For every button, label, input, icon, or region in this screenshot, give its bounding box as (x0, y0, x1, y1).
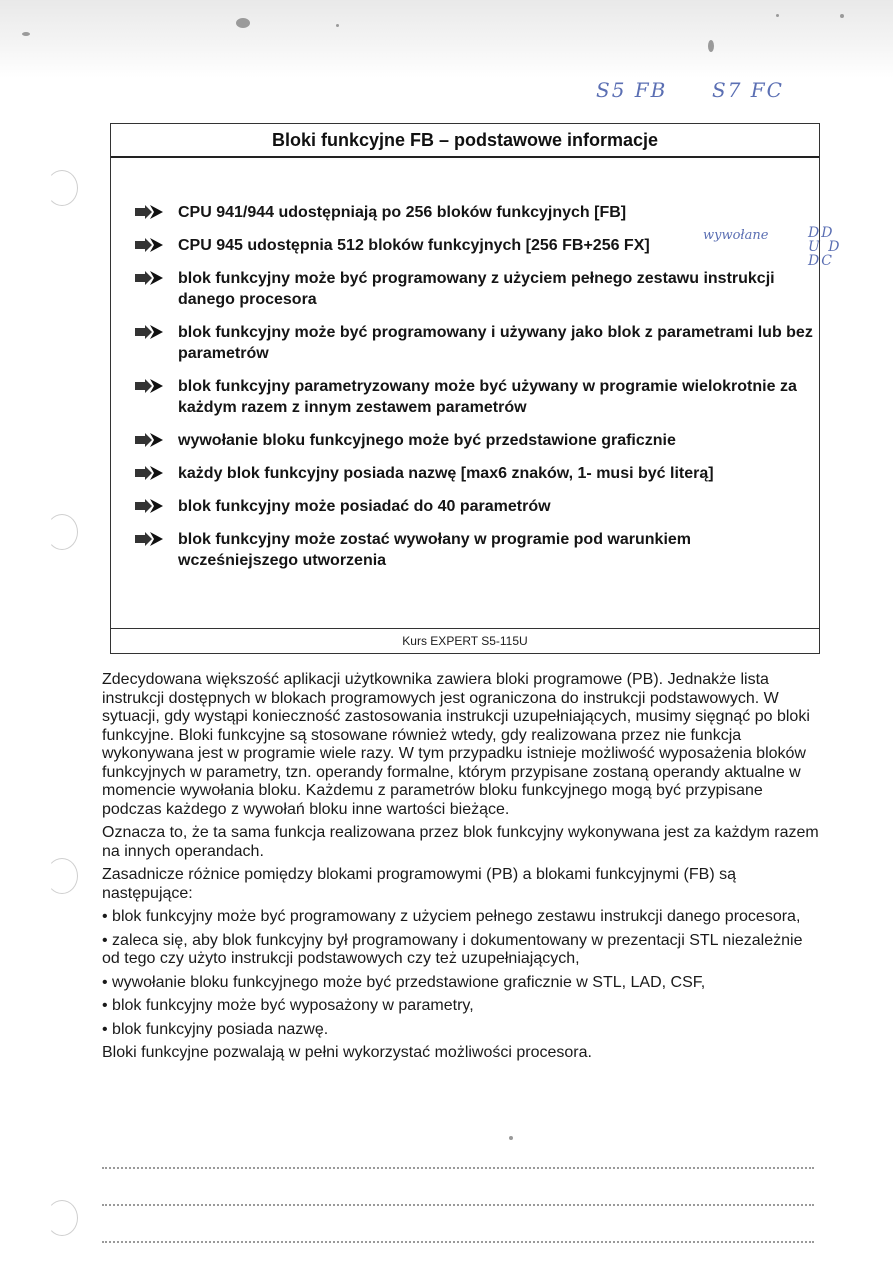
bullet-text: CPU 945 udostępnia 512 bloków funkcyjnych [256 FB+256 FX] (178, 237, 650, 254)
body-list-item: • blok funkcyjny może być wyposażony w parametry, (102, 997, 474, 1014)
scan-speck (336, 24, 339, 27)
scan-speck (236, 18, 250, 28)
arrow-bullet-icon (133, 237, 167, 253)
punch-hole (46, 514, 78, 550)
body-list-item: • blok funkcyjny może być programowany z użyciem pełnego zestawu instrukcji danego procesora, (102, 908, 801, 925)
punch-hole (46, 170, 78, 206)
bullet-item (133, 430, 813, 451)
bullet-item (133, 202, 813, 223)
scan-speck (840, 14, 844, 18)
scan-speck (509, 1136, 513, 1140)
bullet-item (133, 235, 813, 256)
arrow-bullet-icon (133, 465, 167, 481)
handwritten-note-margin: DDU DDC (808, 225, 842, 269)
bullet-item (133, 376, 813, 418)
bullet-text: blok funkcyjny parametryzowany może być używany w programie wielokrotnie za każdym razem z innym zestawem parametrów (178, 378, 797, 416)
body-paragraph: Zasadnicze różnice pomiędzy blokami programowymi (PB) a blokami funkcyjnymi (FB) są następujące: (102, 866, 736, 902)
dotted-notes-line (102, 1166, 814, 1169)
arrow-bullet-icon (133, 204, 167, 220)
scan-shadow (0, 0, 893, 78)
body-paragraph: Zdecydowana większość aplikacji użytkownika zawiera bloki programowe (PB). Jednakże lista instrukcji dostępnych w blokach programowych jest ograniczona do instrukcji podstawowych. W sytuacji, gdy wystąpi konieczność zastosowania instrukcji uzupełniających, musimy sięgnąć po bloki funkcyjne. Bloki funkcyjne są stosowane również wtedy, gdy realizowana przez nie funkcja wykonywana jest w programie wiele razy. W tym przypadku istnieje możliwość wyposażenia bloków funkcyjnych w parametry, tzn. operandy formalne, którym przypisane zostaną operandy aktualne w momencie wywołania bloku. Każdemu z parametrów bloku funkcyjnego mogą być przypisane podczas każdego z wywołań bloku inne wartości bieżące. (102, 671, 810, 818)
arrow-bullet-icon (133, 270, 167, 286)
arrow-bullet-icon (133, 378, 167, 394)
dotted-notes-line (102, 1240, 814, 1243)
body-paragraph: Bloki funkcyjne pozwalają w pełni wykorzystać możliwości procesora. (102, 1044, 592, 1061)
bullet-item (133, 322, 813, 364)
bullet-text: blok funkcyjny może zostać wywołany w programie pod warunkiem wcześniejszego utworzenia (178, 531, 692, 569)
bullet-text: blok funkcyjny może posiadać do 40 parametrów (178, 498, 551, 515)
body-list-item: • wywołanie bloku funkcyjnego może być przedstawione graficznie w STL, LAD, CSF, (102, 973, 706, 991)
bullet-item (133, 463, 813, 484)
bullet-text: blok funkcyjny może być programowany z użyciem pełnego zestawu instrukcji danego procesora (178, 270, 775, 308)
body-list-item: • zaleca się, aby blok funkcyjny był programowany i dokumentowany w prezentacji STL niezależnie od tego czy użyto instrukcji podstawowych czy też uzupełniających, (102, 931, 803, 967)
arrow-bullet-icon (133, 498, 167, 514)
punch-hole (46, 858, 78, 894)
body-text (102, 671, 824, 1068)
body-paragraph: Oznacza to, że ta sama funkcja realizowana przez blok funkcyjny wykonywana jest za każdym razem na innych operandach. (102, 824, 819, 860)
dotted-notes-line (102, 1203, 814, 1206)
arrow-bullet-icon (133, 531, 167, 547)
handwritten-note-side: wywołane (703, 228, 769, 243)
scan-speck (708, 40, 714, 52)
arrow-bullet-icon (133, 324, 167, 340)
bullet-text: CPU 941/944 udostępniają po 256 bloków funkcyjnych [FB] (178, 204, 627, 221)
bullet-text: każdy blok funkcyjny posiada nazwę [max6 znaków, 1- musi być literą] (178, 465, 714, 482)
handwritten-note-s7: S7 FC (712, 78, 784, 102)
bullet-text: blok funkcyjny może być programowany i używany jako blok z parametrami lub bez parametrów (178, 324, 813, 362)
slide-title: Bloki funkcyjne FB – podstawowe informacje (111, 124, 819, 158)
bullet-item (133, 529, 813, 571)
bullet-item (133, 496, 813, 517)
body-list-item: • blok funkcyjny posiada nazwę. (102, 1020, 329, 1038)
punch-hole (46, 1200, 78, 1236)
bullet-item (133, 268, 813, 310)
bullet-text: wywołanie bloku funkcyjnego może być przedstawione graficznie (178, 432, 676, 449)
slide-footer: Kurs EXPERT S5-115U (111, 628, 819, 653)
scan-speck (776, 14, 779, 17)
scan-speck (22, 32, 30, 36)
arrow-bullet-icon (133, 432, 167, 448)
slide-panel (110, 123, 820, 654)
bullet-list (133, 202, 813, 583)
handwritten-note-s5: S5 FB (596, 78, 668, 102)
